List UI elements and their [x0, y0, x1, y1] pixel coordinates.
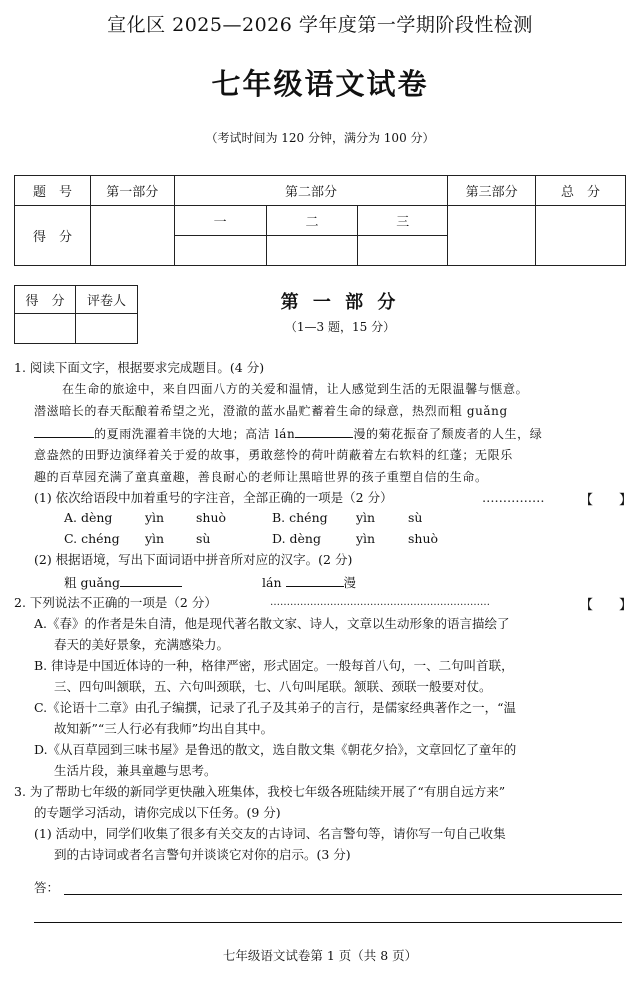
- grader-name-cell[interactable]: [76, 314, 138, 344]
- label-score: 得 分: [15, 206, 91, 266]
- q2-dots: …………………………………………………………: [270, 597, 490, 608]
- score-cell-two-two[interactable]: [266, 236, 358, 266]
- q1-option-d-pinyin: yìn: [356, 531, 376, 546]
- header-total: 总 分: [536, 176, 626, 206]
- q1-option-b: B. chéng: [272, 510, 328, 525]
- q1-passage-line: 意盎然的田野边演绎着关于爱的故事，勇敢慈怜的荷叶荫蔽着左右软料的红蓬；无限乐: [34, 448, 513, 462]
- answer-blank[interactable]: [34, 425, 94, 438]
- q2-option-b-cont: 三、四句叫颔联，五、六句叫颈联，七、八句叫尾联。颔联、颈联一般要对仗。: [54, 679, 492, 694]
- q3-answer-label: 答：: [34, 880, 60, 895]
- answer-line[interactable]: [34, 922, 622, 923]
- q1-option-b-pinyin: sù: [408, 510, 423, 525]
- q1-option-c-pinyin: sù: [196, 531, 211, 546]
- q2-option-a-cont: 春天的美好景象，充满感染力。: [54, 637, 230, 652]
- grader-name-label: 评卷人: [76, 286, 138, 314]
- q1-word-one: [64, 574, 182, 591]
- q2-option-c-cont: 故知新”“三人行必有我师”均出自其中。: [54, 721, 274, 736]
- q2-answer-bracket[interactable]: 【 】: [580, 598, 633, 613]
- exam-header-title: 宣化区 2025—2026 学年度第一学期阶段性检测: [107, 14, 533, 36]
- q2-stem: 2. 下列说法不正确的一项是（2 分）: [14, 595, 217, 610]
- q1-option-a-pinyin: shuò: [196, 510, 227, 525]
- q2-option-b: B. 律诗是中国近体诗的一种，格律严密，形式固定。一般每首八句，一、二句叫首联，: [34, 658, 514, 673]
- q1-option-c: C. chéng: [64, 531, 120, 546]
- q3-stem-cont: 的专题学习活动，请你完成以下任务。(9 分): [34, 805, 281, 820]
- q1-passage-line: 在生命的旅途中，来自四面八方的关爱和温情，让人感觉到生活的无限温馨与惬意。: [62, 382, 529, 396]
- answer-blank[interactable]: [120, 574, 182, 587]
- score-table: [14, 175, 626, 266]
- grader-score-label: 得 分: [15, 286, 76, 314]
- q2-option-d: D.《从百草园到三味书屋》是鲁迅的散文，选自散文集《朝花夕拾》，文章回忆了童年的: [34, 742, 517, 757]
- score-cell-total[interactable]: [536, 206, 626, 266]
- part-one-title: 第 一 部 分: [280, 292, 400, 313]
- q1-option-b-pinyin: yìn: [356, 510, 376, 525]
- q1-word-two-suffix: 漫: [343, 575, 357, 590]
- answer-blank[interactable]: [295, 425, 353, 438]
- q1-sub2: (2) 根据语境，写出下面词语中拼音所对应的汉字。(2 分): [34, 552, 353, 567]
- exam-title: 七年级语文试卷: [211, 67, 429, 101]
- q1-option-d: D. dèng: [272, 531, 321, 546]
- sub-header-two: 二: [266, 206, 358, 236]
- q3-sub1-cont: 到的古诗词或者名言警句并谈谈它对你的启示。(3 分): [54, 847, 351, 862]
- exam-time-note: （考试时间为 120 分钟，满分为 100 分）: [205, 131, 435, 145]
- sub-header-three: 三: [358, 206, 448, 236]
- header-part-three: 第三部分: [448, 176, 536, 206]
- q3-sub1: (1) 活动中，同学们收集了很多有关交友的古诗词、名言警句等，请你写一句自己收集: [34, 826, 506, 841]
- header-part-one: 第一部分: [90, 176, 174, 206]
- q1-option-a: A. dèng: [64, 510, 113, 525]
- q1-option-a-pinyin: yìn: [145, 510, 165, 525]
- q1-stem: 1. 阅读下面文字，根据要求完成题目。(4 分): [14, 360, 265, 375]
- q1-passage-text: 的夏雨洗濯着丰饶的大地；高洁 lán: [94, 427, 296, 441]
- label-question-number: 题 号: [15, 176, 91, 206]
- q1-passage-line: 潜滋暗长的春天酝酿着希望之光，澄澈的蓝水晶贮蓄着生命的绿意，热烈而粗 guǎng: [34, 404, 508, 418]
- answer-blank[interactable]: [286, 574, 344, 587]
- q1-sub1: (1) 依次给语段中加着重号的字注音，全部正确的一项是（2 分）: [34, 490, 393, 505]
- page-footer: 七年级语文试卷第 1 页（共 8 页）: [222, 948, 418, 963]
- q2-option-c: C.《论语十二章》由孔子编撰，记录了孔子及其弟子的言行，是儒家经典著作之一，“温: [34, 700, 516, 715]
- q1-passage-line: [34, 425, 542, 442]
- q1-passage-line: 趣的百草园充满了童真童趣，善良耐心的老师让黑暗世界的孩子重塑自信的生命。: [34, 470, 488, 484]
- q3-stem: 3. 为了帮助七年级的新同学更快融入班集体，我校七年级各班陆续开展了“有朋自远方来”: [14, 784, 506, 799]
- q1-answer-bracket[interactable]: 【 】: [580, 493, 633, 508]
- score-cell-part-one[interactable]: [90, 206, 174, 266]
- q1-word-two-pinyin: lán: [262, 575, 282, 590]
- score-cell-two-three[interactable]: [358, 236, 448, 266]
- q1-word-two: [262, 574, 356, 591]
- q1-option-d-pinyin: shuò: [408, 531, 439, 546]
- score-cell-part-three[interactable]: [448, 206, 536, 266]
- answer-line[interactable]: [64, 894, 622, 895]
- q1-option-c-pinyin: yìn: [145, 531, 165, 546]
- part-one-range: （1—3 题，15 分）: [284, 320, 396, 334]
- grader-table: [14, 285, 138, 344]
- q2-option-d-cont: 生活片段，兼具童趣与思考。: [54, 763, 217, 778]
- q1-passage-text: 漫的菊花振奋了颓废者的人生，绿: [353, 427, 543, 441]
- score-cell-two-one[interactable]: [174, 236, 266, 266]
- grader-score-cell[interactable]: [15, 314, 76, 344]
- q1-word-one-pinyin: 粗 guǎng: [64, 575, 121, 590]
- header-part-two: 第二部分: [174, 176, 448, 206]
- sub-header-one: 一: [174, 206, 266, 236]
- q1-sub1-dots: ……………: [482, 490, 545, 505]
- q2-option-a: A.《春》的作者是朱自清，他是现代著名散文家、诗人，文章以生动形象的语言描绘了: [34, 616, 510, 631]
